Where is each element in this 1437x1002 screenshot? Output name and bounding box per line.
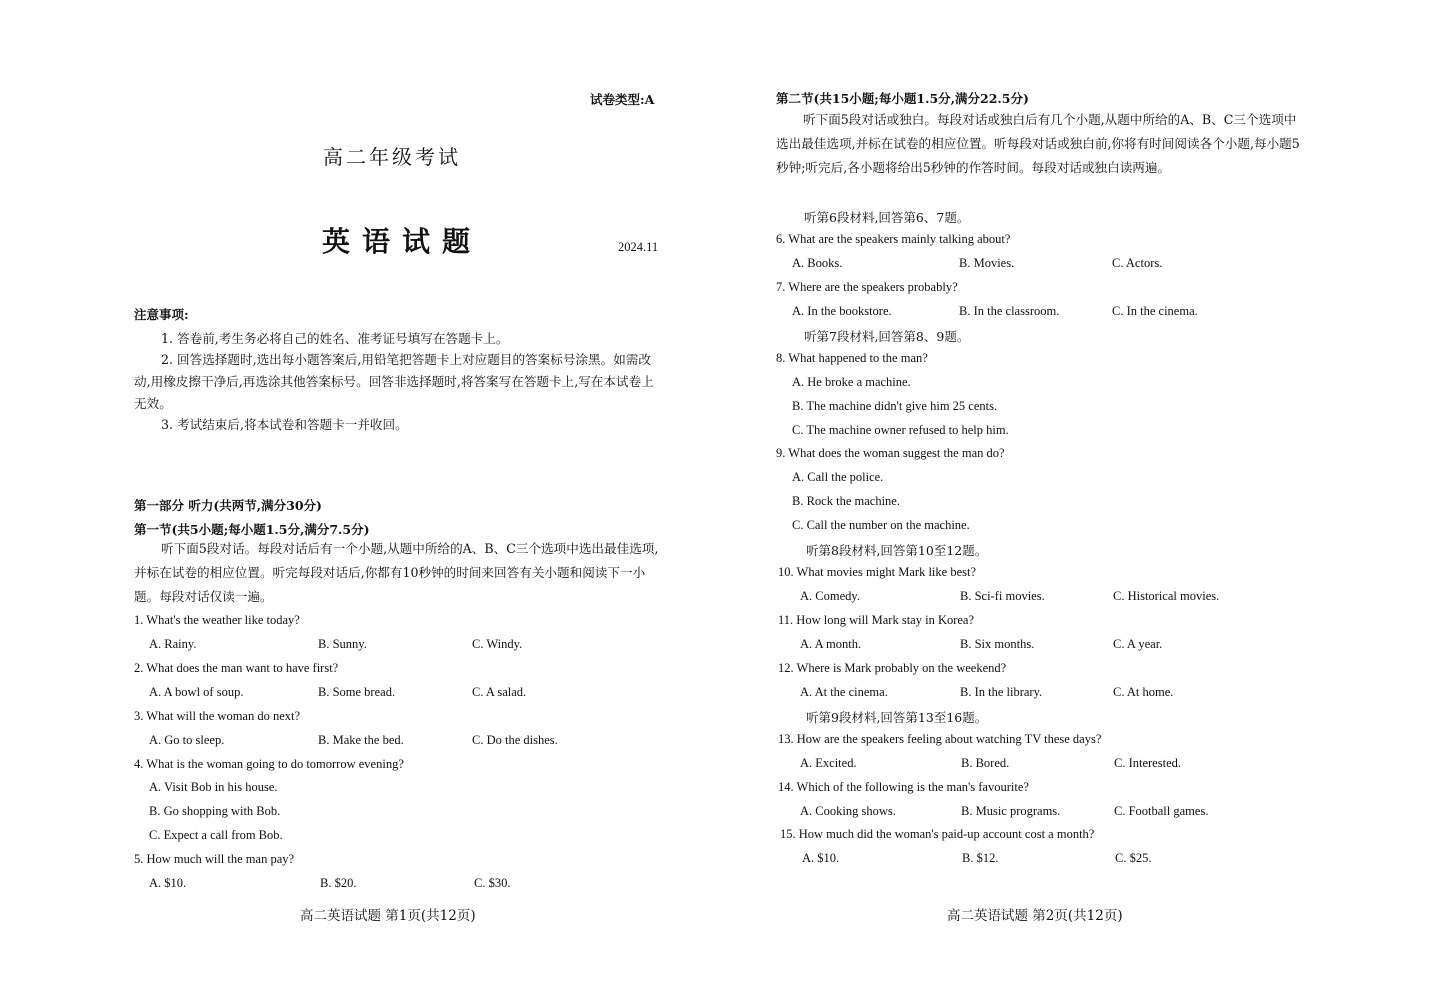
question-8: 8. What happened to the man?: [776, 351, 928, 365]
q1-option-a: A. Rainy.: [149, 637, 197, 651]
q2-option-b: B. Some bread.: [318, 685, 396, 699]
question-4: 4. What is the woman going to do tomorrow evening?: [134, 757, 404, 771]
question-6: 6. What are the speakers mainly talking about?: [776, 232, 1011, 246]
q1-option-b: B. Sunny.: [318, 637, 367, 651]
q2-option-a: A. A bowl of soup.: [149, 685, 244, 699]
q9-option-c: C. Call the number on the machine.: [792, 518, 970, 532]
q11-option-a: A. A month.: [800, 637, 862, 651]
subject-title: 英语试题: [322, 225, 483, 258]
q8-option-b: B. The machine didn't give him 25 cents.: [792, 399, 998, 413]
q8-option-c: C. The machine owner refused to help him.: [792, 423, 1009, 437]
q12-option-b: B. In the library.: [960, 685, 1043, 699]
group-7-instruction: 听第7段材料,回答第8、9题。: [804, 329, 970, 344]
q15-option-b: B. $12.: [962, 851, 999, 865]
q10-option-a: A. Comedy.: [800, 589, 860, 603]
q13-option-b: B. Bored.: [961, 756, 1010, 770]
q7-option-c: C. In the cinema.: [1112, 304, 1198, 318]
page-footer-1: 高二英语试题 第1页(共12页): [300, 908, 476, 924]
question-7: 7. Where are the speakers probably?: [776, 280, 958, 294]
exam-page-2: [718, 0, 1437, 1002]
q14-option-a: A. Cooking shows.: [800, 804, 896, 818]
q5-option-a: A. $10.: [149, 876, 187, 890]
exam-date: 2024.11: [618, 240, 659, 254]
notice-heading: 注意事项:: [134, 307, 189, 322]
q7-option-a: A. In the bookstore.: [792, 304, 892, 318]
question-2: 2. What does the man want to have first?: [134, 661, 339, 675]
question-12: 12. Where is Mark probably on the weekend?: [778, 661, 1007, 675]
question-11: 11. How long will Mark stay in Korea?: [778, 613, 975, 627]
q15-option-c: C. $25.: [1115, 851, 1152, 865]
q9-option-b: B. Rock the machine.: [792, 494, 900, 508]
q11-option-b: B. Six months.: [960, 637, 1035, 651]
q13-option-a: A. Excited.: [800, 756, 857, 770]
paper-type: 试卷类型:A: [590, 92, 655, 107]
q13-option-c: C. Interested.: [1114, 756, 1181, 770]
question-10: 10. What movies might Mark like best?: [778, 565, 976, 579]
group-9-instruction: 听第9段材料,回答第13至16题。: [806, 710, 988, 725]
q12-option-c: C. At home.: [1113, 685, 1174, 699]
q14-option-c: C. Football games.: [1114, 804, 1209, 818]
q3-option-a: A. Go to sleep.: [149, 733, 225, 747]
section1-instruction: 听下面5段对话。每段对话后有一个小题,从题中所给的A、B、C三个选项中选出最佳选项,并标在试卷的相应位置。听完每段对话后,你都有10秒钟的时间来回答有关小题和阅读下一小题。每段对话仅读一遍。: [134, 541, 659, 604]
q4-option-b: B. Go shopping with Bob.: [149, 804, 281, 818]
q3-option-c: C. Do the dishes.: [472, 733, 558, 747]
notice-item-2: 2. 回答选择题时,选出每小题答案后,用铅笔把答题卡上对应题目的答案标号涂黑。如需改动,用橡皮擦干净后,再选涂其他答案标号。回答非选择题时,将答案写在答题卡上,写在本试卷上无效。: [134, 352, 654, 411]
part1-heading: 第一部分 听力(共两节,满分30分): [134, 498, 322, 513]
q14-option-b: B. Music programs.: [961, 804, 1061, 818]
q12-option-a: A. At the cinema.: [800, 685, 888, 699]
question-15: 15. How much did the woman's paid-up account cost a month?: [780, 827, 1095, 841]
q2-option-c: C. A salad.: [472, 685, 527, 699]
section2-instruction: 听下面5段对话或独白。每段对话或独白后有几个小题,从题中所给的A、B、C三个选项中选出最佳选项,并标在试卷的相应位置。听每段对话或独白前,你将有时间阅读各个小题,每小题5秒钟;听完后,各小题将给出5秒钟的作答时间。每段对话或独白读两遍。: [776, 112, 1300, 175]
group-6-instruction: 听第6段材料,回答第6、7题。: [804, 210, 970, 225]
q15-option-a: A. $10.: [802, 851, 840, 865]
q5-option-c: C. $30.: [474, 876, 511, 890]
q6-option-a: A. Books.: [792, 256, 843, 270]
question-5: 5. How much will the man pay?: [134, 852, 295, 866]
question-3: 3. What will the woman do next?: [134, 709, 301, 723]
q6-option-c: C. Actors.: [1112, 256, 1163, 270]
q4-option-c: C. Expect a call from Bob.: [149, 828, 283, 842]
q6-option-b: B. Movies.: [959, 256, 1015, 270]
question-14: 14. Which of the following is the man's favourite?: [778, 780, 1029, 794]
section2-heading: 第二节(共15小题;每小题1.5分,满分22.5分): [776, 91, 1029, 106]
q3-option-b: B. Make the bed.: [318, 733, 404, 747]
q1-option-c: C. Windy.: [472, 637, 523, 651]
notice-item-3: 3. 考试结束后,将本试卷和答题卡一并收回。: [161, 417, 408, 432]
question-13: 13. How are the speakers feeling about watching TV these days?: [778, 732, 1102, 746]
question-1: 1. What's the weather like today?: [134, 613, 300, 627]
question-9: 9. What does the woman suggest the man do?: [776, 446, 1005, 460]
page-footer-2: 高二英语试题 第2页(共12页): [947, 908, 1123, 924]
exam-page-1: [0, 0, 718, 1002]
exam-title: 高二年级考试: [323, 145, 461, 169]
q4-option-a: A. Visit Bob in his house.: [149, 780, 278, 794]
q9-option-a: A. Call the police.: [792, 470, 884, 484]
q5-option-b: B. $20.: [320, 876, 357, 890]
q10-option-c: C. Historical movies.: [1113, 589, 1220, 603]
group-8-instruction: 听第8段材料,回答第10至12题。: [806, 543, 988, 558]
section1-heading: 第一节(共5小题;每小题1.5分,满分7.5分): [134, 522, 370, 537]
q10-option-b: B. Sci-fi movies.: [960, 589, 1045, 603]
q7-option-b: B. In the classroom.: [959, 304, 1060, 318]
q11-option-c: C. A year.: [1113, 637, 1163, 651]
notice-item-1: 1. 答卷前,考生务必将自己的姓名、准考证号填写在答题卡上。: [161, 331, 509, 346]
q8-option-a: A. He broke a machine.: [792, 375, 911, 389]
